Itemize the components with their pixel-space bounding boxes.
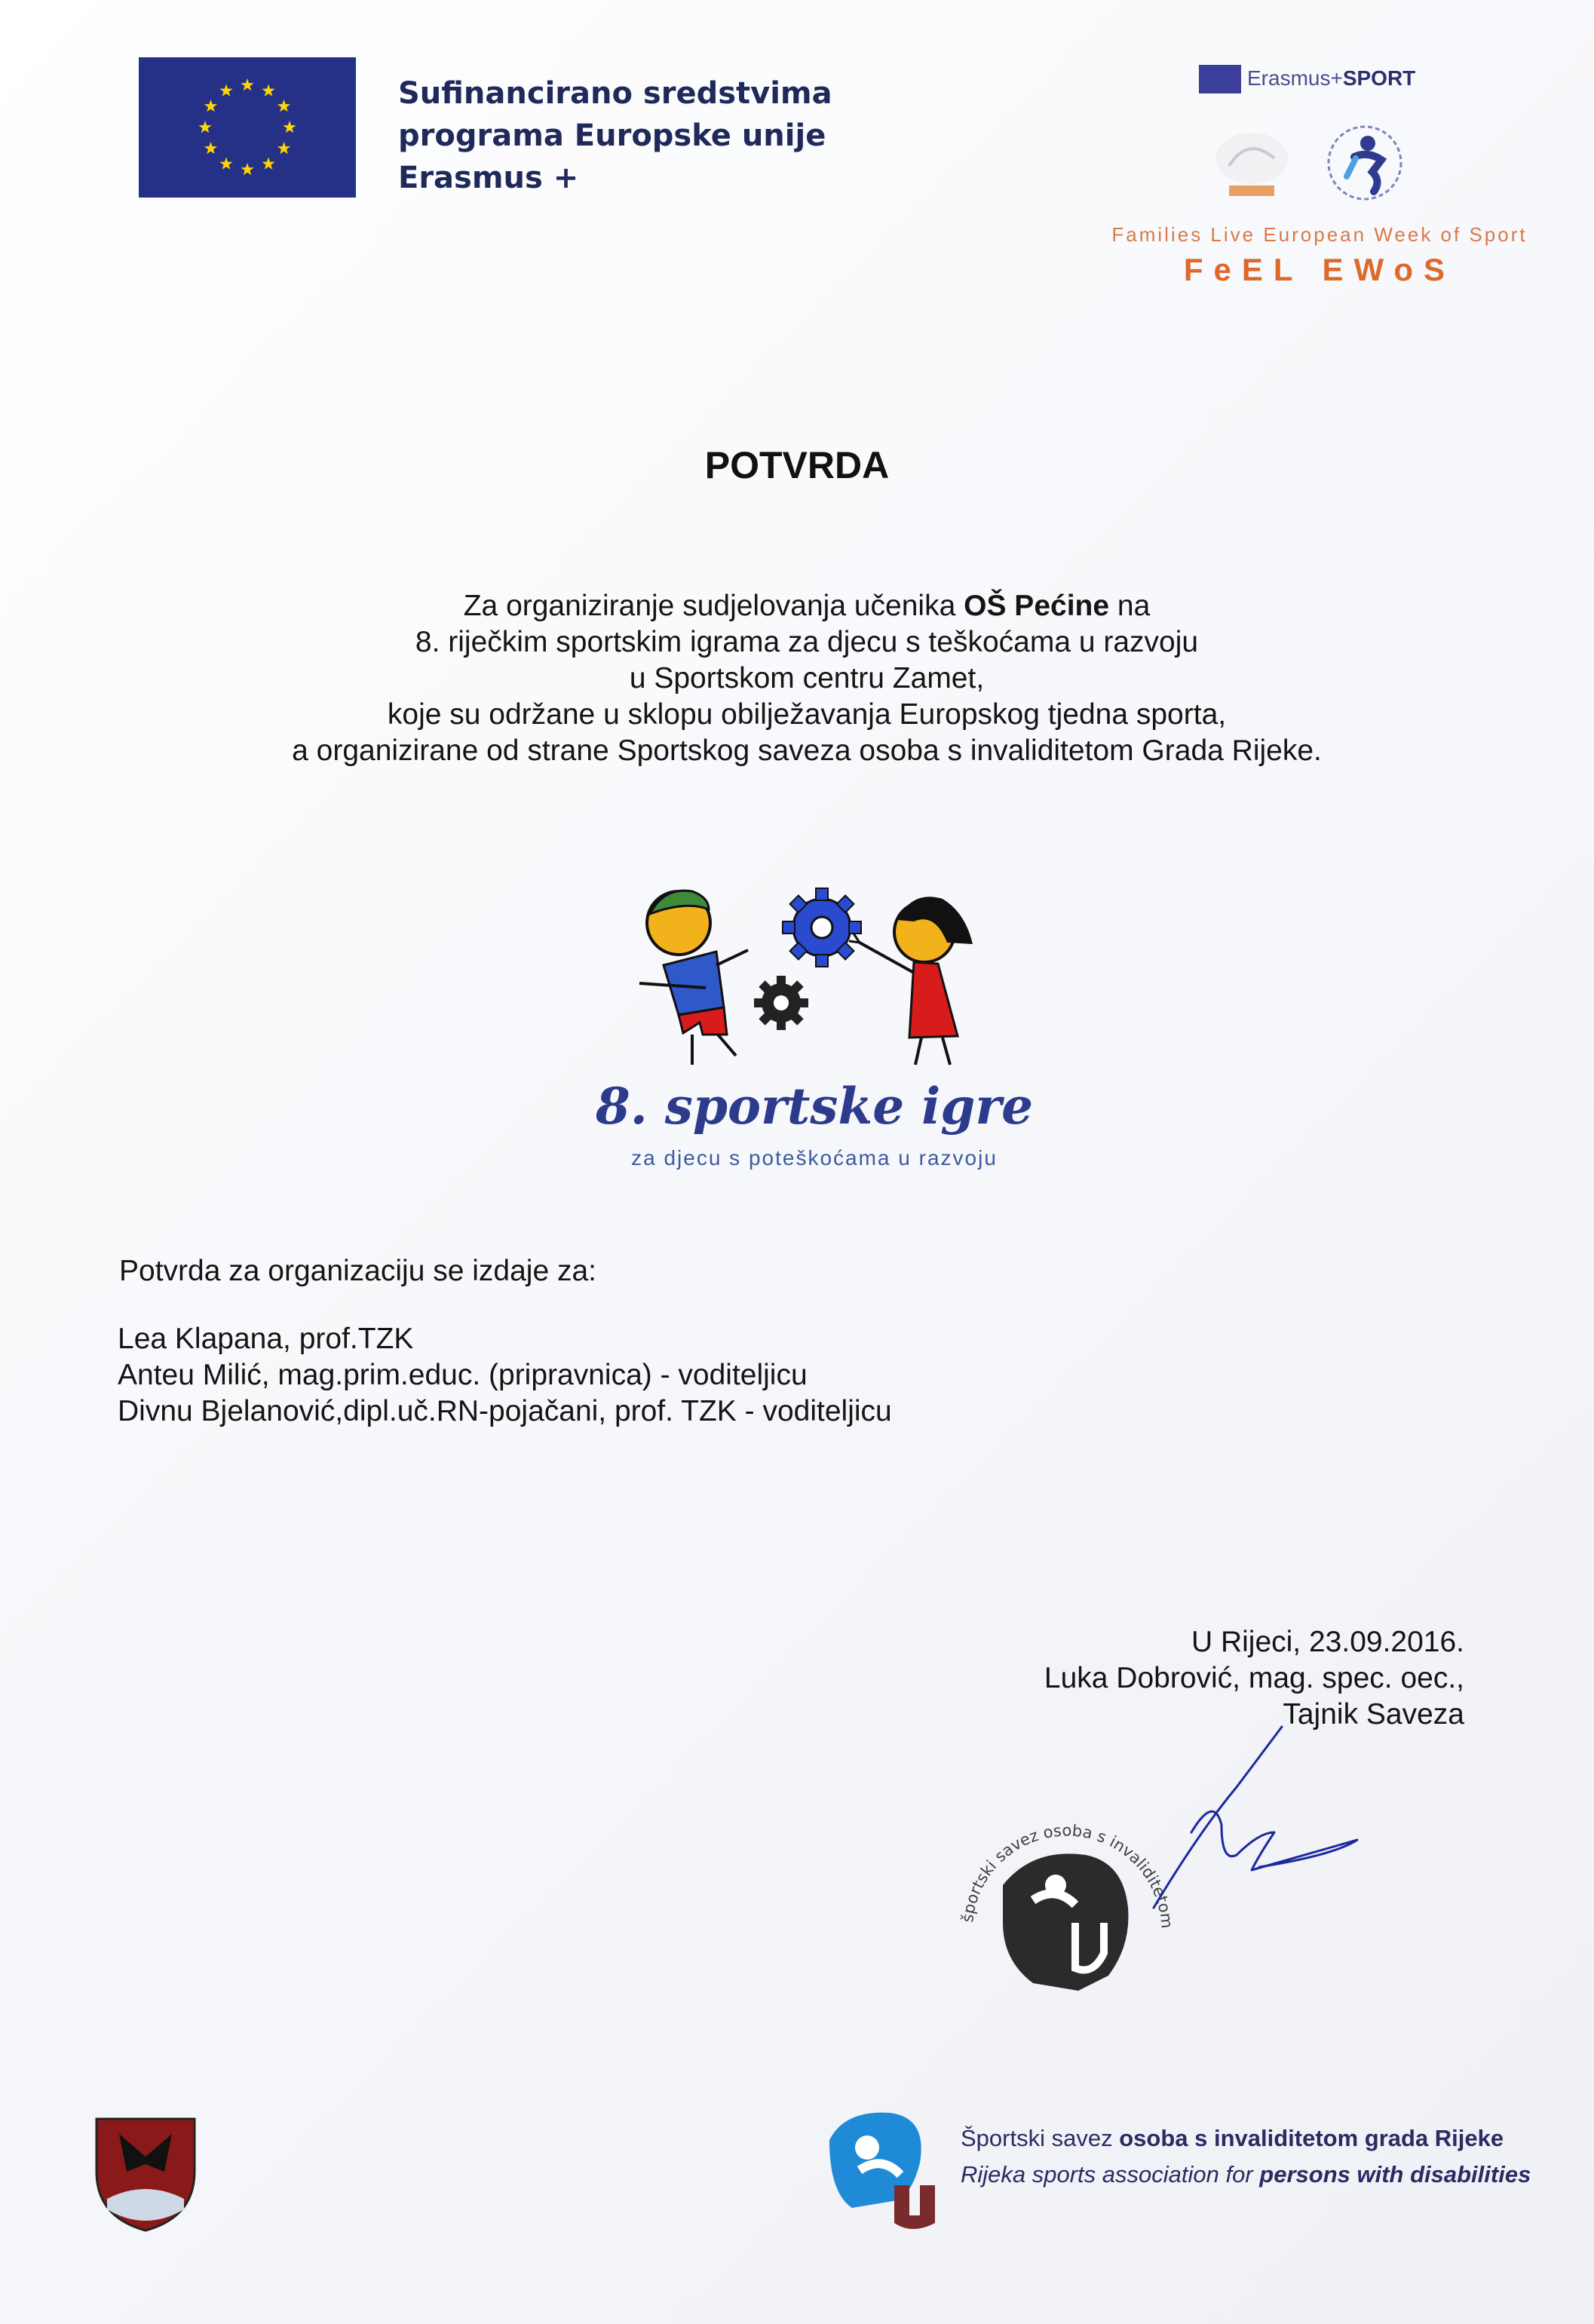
school-name: OŠ Pećine — [964, 590, 1110, 622]
eu-text-line: programa Europske unije — [398, 118, 826, 153]
feel-short-title: FeEL EWoS — [1183, 252, 1456, 287]
children-gears-icon — [633, 867, 988, 1078]
eu-flag-icon — [139, 57, 356, 198]
eu-text-line: Erasmus + — [398, 161, 579, 195]
recipient: Anteu Milić, mag.prim.educ. (pripravnica) - voditeljicu — [118, 1359, 808, 1391]
erasmus-flag-icon — [1199, 65, 1241, 94]
recipient-list — [118, 1321, 892, 1430]
association-en-light: Rijeka sports association for — [961, 2161, 1260, 2188]
erasmus-label-text: Erasmus+ — [1247, 66, 1343, 90]
eu-text-line: Sufinancirano sredstvima — [398, 76, 832, 111]
stamp-text: športski savez osoba s invaliditetom — [958, 1821, 1176, 1930]
body-line: 8. riječkim sportskim igrama za djecu s teškoćama u razvoju — [415, 626, 1199, 658]
body-line-text: Za organiziranje sudjelovanja učenika — [463, 590, 964, 622]
signature-icon — [1108, 1719, 1380, 1930]
signatory-role: Tajnik Saveza — [1283, 1698, 1464, 1731]
document-title: POTVRDA — [704, 444, 890, 486]
body-line: koje su održane u sklopu obilježavanja Europskog tjedna sporta, — [387, 698, 1227, 731]
recipient: Lea Klapana, prof.TZK — [118, 1323, 414, 1355]
confirmation-body — [136, 588, 1478, 769]
body-line: u Sportskom centru Zamet, — [629, 662, 985, 694]
recipient: Divnu Bjelanović,dipl.uč.RN-pojačani, prof. TZK - voditeljicu — [118, 1395, 892, 1427]
association-logo-icon — [822, 2102, 950, 2238]
eu-funding-text — [398, 72, 881, 199]
signatory-name: Luka Dobrović, mag. spec. oec., — [1044, 1662, 1464, 1694]
games-logo-subtitle: za djecu s poteškoćama u razvoju — [631, 1146, 998, 1170]
feel-ewos-logo-icon — [1206, 113, 1418, 211]
feel-tagline: Families Live European Week of Sport — [1111, 223, 1528, 246]
issued-label: Potvrda za organizaciju se izdaje za: — [119, 1255, 597, 1287]
association-en-bold: persons with disabilities — [1259, 2161, 1531, 2188]
erasmus-label — [1247, 66, 1415, 90]
body-line: a organizirane od strane Sportskog saveza osoba s invaliditetom Grada Rijeke. — [292, 734, 1322, 767]
erasmus-sport-text: SPORT — [1342, 66, 1416, 90]
association-name-english — [961, 2161, 1531, 2188]
association-name — [961, 2125, 1504, 2152]
body-line — [136, 588, 1478, 624]
signature-block — [786, 1624, 1464, 1733]
place-date: U Rijeci, 23.09.2016. — [1191, 1626, 1464, 1658]
games-logo-title: 8. sportske igre — [595, 1077, 1034, 1136]
body-line-text: na — [1109, 590, 1151, 622]
city-crest-icon — [89, 2104, 202, 2232]
association-name-bold: osoba s invaliditetom grada Rijeke — [1119, 2125, 1504, 2151]
association-name-light: Športski savez — [961, 2125, 1120, 2151]
